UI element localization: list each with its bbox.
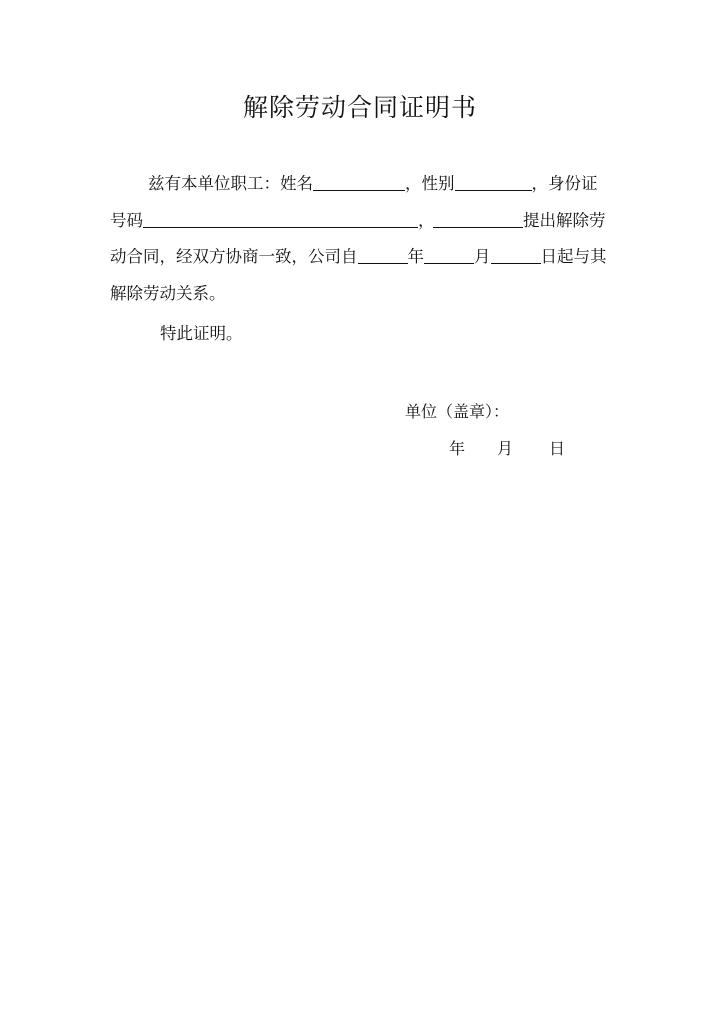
text-segment: ， [418,211,435,230]
paragraph-line-3 [110,243,608,267]
paragraph-line-1 [148,170,608,194]
paragraph-line-4 [110,280,608,304]
text-segment: ，性别 [405,174,455,193]
year-blank [358,245,408,264]
paragraph-line-2 [110,207,608,231]
text-segment: 号码 [110,211,143,230]
signature-day: 日 [549,439,566,458]
closing-text: 特此证明。 [160,324,243,343]
name-blank [313,172,405,191]
text-segment: 日起与其 [540,247,607,266]
gender-blank [455,172,532,191]
id-number-blank [143,209,418,228]
text-segment: 动合同，经双方协商一致，公司自 [110,247,358,266]
day-blank [491,245,541,264]
text-segment: 年 [407,247,424,266]
text-segment: 兹有本单位职工：姓名 [148,174,313,193]
party-blank [433,209,523,228]
text-segment: ，身份证 [531,174,598,193]
signature-year: 年 [449,439,466,458]
month-blank [424,245,474,264]
closing-line [160,320,658,344]
unit-seal-label: 单位（盖章）： [405,402,510,421]
document-title: 解除劳动合同证明书 [242,93,477,122]
text-segment: 解除劳动关系。 [110,284,226,303]
signature-month: 月 [497,439,514,458]
text-segment: 月 [474,247,491,266]
text-segment: 提出解除劳 [523,211,606,230]
